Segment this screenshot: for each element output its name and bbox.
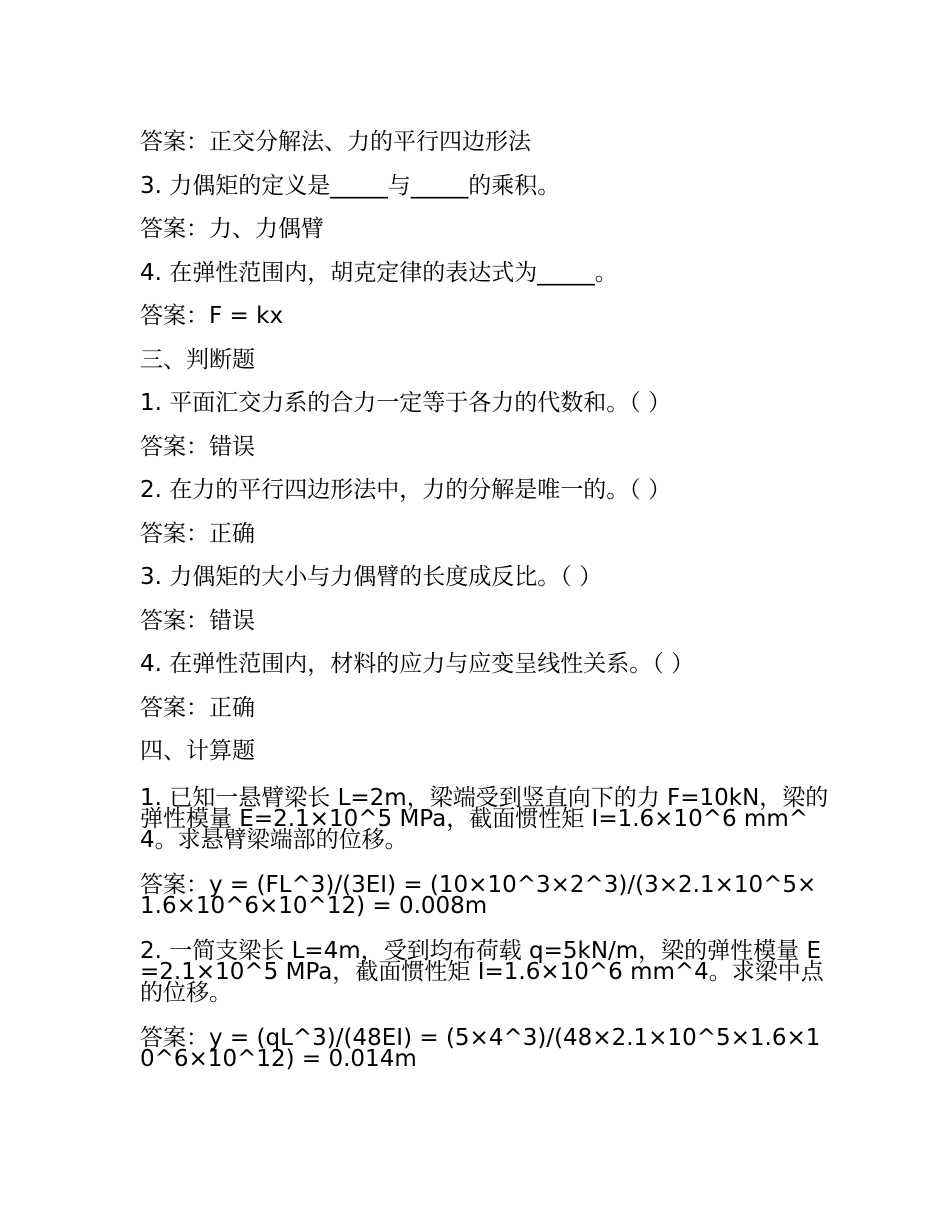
question-line: 3. 力偶矩的大小与力偶臂的长度成反比。（ ） [140,564,603,590]
question-line: 2. 在力的平行四边形法中，力的分解是唯一的。（ ） [140,477,672,503]
answer-line: 答案：F = kx [140,303,284,329]
section-heading: 三、判断题 [140,346,255,373]
problem-question: 2. 一简支梁长 L=4m，受到均布荷载 q=5kN/m，梁的弹性模量 E=2.1×10^5 MPa，截面惯性矩 I=1.6×10^6 mm^4。求梁中点的位移。 [140,937,824,1006]
answer-line: 答案：正交分解法、力的平行四边形法 [140,129,531,155]
answer-line: 答案：正确 [140,694,255,721]
question-line: 4. 在弹性范围内，材料的应力与应变呈线性关系。（ ） [140,651,695,677]
question-line: 4. 在弹性范围内，胡克定律的表达式为_____。 [140,259,618,286]
problem-answer: 答案：y = (qL^3)/(48EI) = (5×4^3)/(48×2.1×10^5×1.6×10^6×10^12) = 0.014m [140,1024,821,1072]
document-page [140,121,830,1080]
answer-line: 答案：正确 [140,520,255,547]
problem-question: 1. 已知一悬臂梁长 L=2m，梁端受到竖直向下的力 F=10kN，梁的弹性模量 E=2.1×10^5 MPa，截面惯性矩 I=1.6×10^6 mm^4。求悬臂梁端部的位移。 [140,784,829,853]
answer-line: 答案：力、力偶臂 [140,216,324,242]
answer-line: 答案：错误 [140,607,255,634]
problem-answer: 答案：y = (FL^3)/(3EI) = (10×10^3×2^3)/(3×2.1×10^5×1.6×10^6×10^12) = 0.008m [140,871,817,919]
question-line: 3. 力偶矩的定义是_____与_____的乘积。 [140,172,561,199]
section-heading: 四、计算题 [140,738,255,764]
answer-line: 答案：错误 [140,433,255,460]
question-line: 1. 平面汇交力系的合力一定等于各力的代数和。（ ） [140,390,672,416]
